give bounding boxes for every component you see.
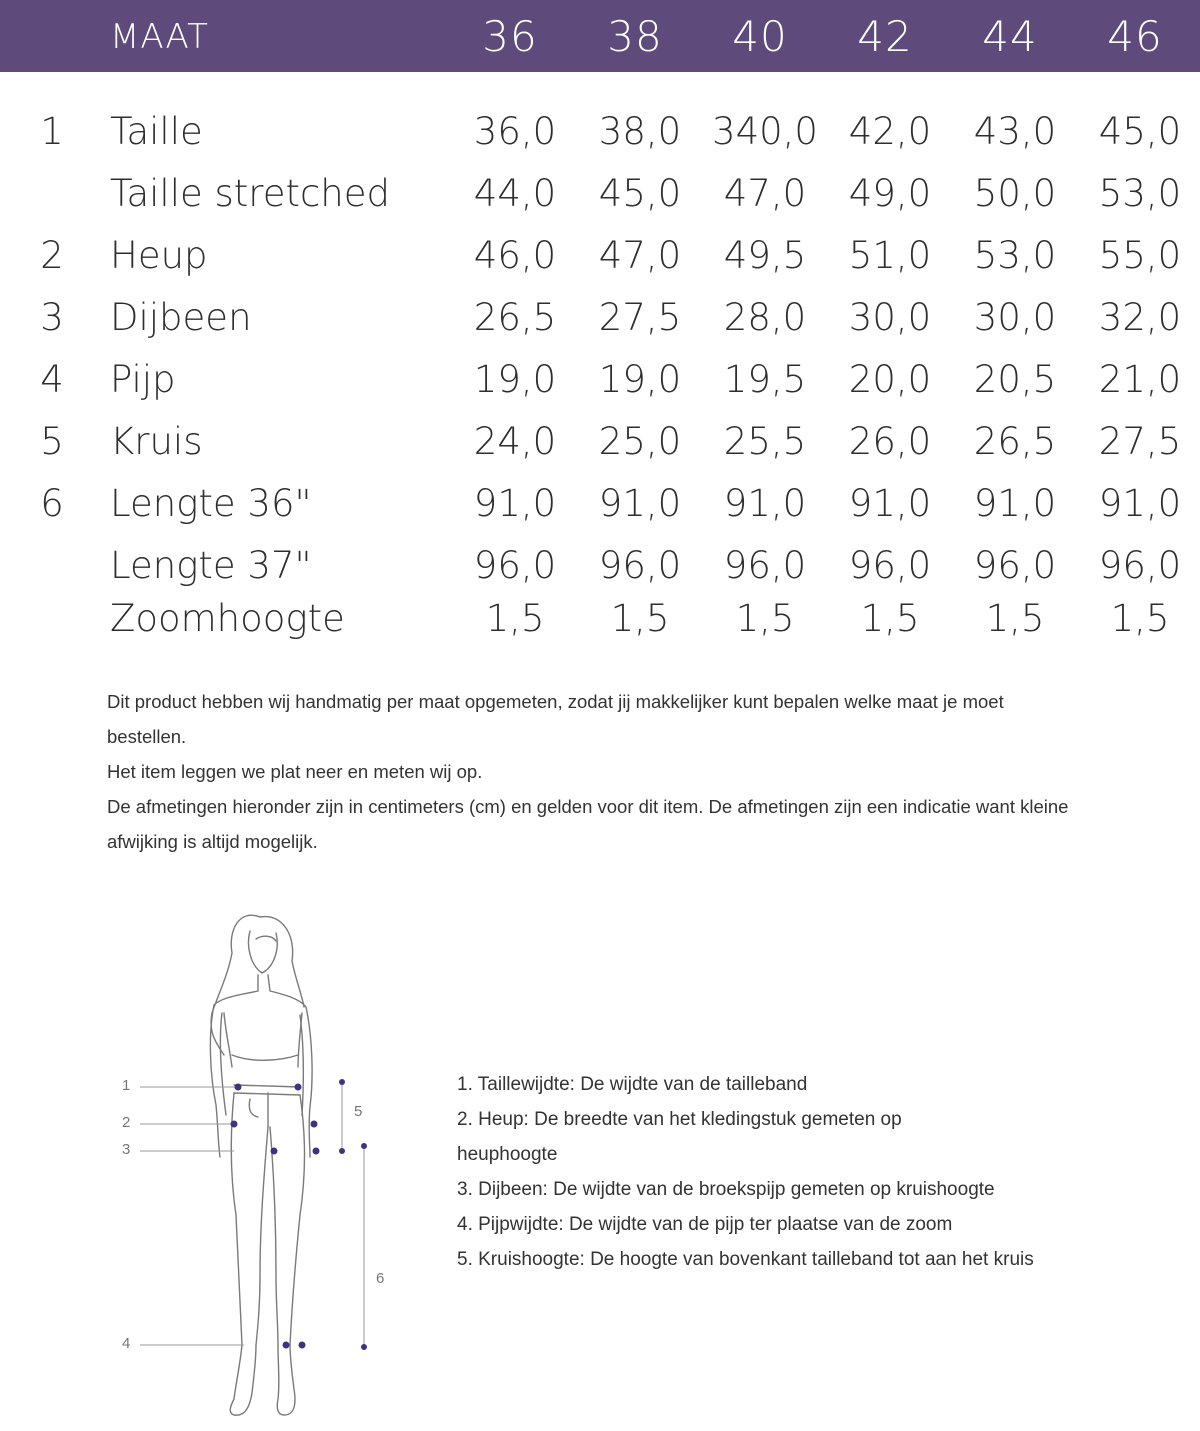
table-cell: 32,0 <box>1098 296 1182 339</box>
table-cell: 96,0 <box>598 544 682 587</box>
table-cell: 25,5 <box>723 420 807 463</box>
table-cell: 91,0 <box>473 482 557 525</box>
table-cell: 44,0 <box>473 172 557 215</box>
table-cell: 1,5 <box>1110 597 1170 640</box>
measurement-description <box>107 684 1087 859</box>
table-cell: 26,0 <box>848 420 932 463</box>
table-cell: 20,0 <box>848 358 932 401</box>
legend-item: 2. Heup: De breedte van het kledingstuk gemeten op heuphoogte <box>457 1109 902 1165</box>
row-number: 2 <box>40 234 64 277</box>
table-cell: 45,0 <box>1098 110 1182 153</box>
table-cell: 96,0 <box>973 544 1057 587</box>
table-row <box>0 231 1200 293</box>
table-cell: 26,5 <box>473 296 557 339</box>
table-cell: 1,5 <box>610 597 670 640</box>
size-header-bar <box>0 0 1200 72</box>
table-row <box>0 355 1200 417</box>
table-cell: 1,5 <box>860 597 920 640</box>
table-row <box>0 479 1200 541</box>
row-label: Heup <box>110 234 208 277</box>
size-header-44: 44 <box>982 12 1038 61</box>
table-cell: 20,5 <box>973 358 1057 401</box>
row-label: Taille <box>110 110 203 153</box>
row-number: 6 <box>40 482 64 525</box>
row-label: Taille stretched <box>110 172 391 215</box>
table-cell: 49,5 <box>723 234 807 277</box>
table-cell: 47,0 <box>598 234 682 277</box>
table-cell: 46,0 <box>473 234 557 277</box>
table-cell: 51,0 <box>848 234 932 277</box>
table-cell: 19,0 <box>598 358 682 401</box>
row-label: Kruis <box>110 420 203 463</box>
table-cell: 96,0 <box>848 544 932 587</box>
table-row <box>0 417 1200 479</box>
legend-item: 4. Pijpwijdte: De wijdte van de pijp ter plaatse van de zoom <box>457 1214 953 1235</box>
table-row <box>0 169 1200 231</box>
table-cell: 1,5 <box>735 597 795 640</box>
row-number: 4 <box>40 358 64 401</box>
table-cell: 28,0 <box>723 296 807 339</box>
size-header-42: 42 <box>857 12 913 61</box>
size-header-label: MAAT <box>110 17 209 57</box>
figure-label-5: 5 <box>354 1103 363 1120</box>
legend-item: 5. Kruishoogte: De hoogte van bovenkant tailleband tot aan het kruis <box>457 1249 1034 1270</box>
table-cell: 49,0 <box>848 172 932 215</box>
table-cell: 47,0 <box>723 172 807 215</box>
body-measurement-figure <box>100 895 420 1425</box>
row-number: 5 <box>40 420 64 463</box>
table-cell: 50,0 <box>973 172 1057 215</box>
table-cell: 30,0 <box>973 296 1057 339</box>
row-label: Pijp <box>110 358 176 401</box>
row-label: Lengte 37" <box>110 544 312 587</box>
figure-label-1: 1 <box>122 1077 131 1094</box>
figure-label-6: 6 <box>376 1270 385 1287</box>
description-line: Het item leggen we plat neer en meten wij op. <box>107 761 483 782</box>
table-cell: 53,0 <box>1098 172 1182 215</box>
size-header-36: 36 <box>482 12 538 61</box>
description-line: Dit product hebben wij handmatig per maat opgemeten, zodat jij makkelijker kunt bepalen welke maat je moet bestellen. <box>107 691 1004 747</box>
table-cell: 1,5 <box>985 597 1045 640</box>
table-cell: 43,0 <box>973 110 1057 153</box>
table-cell: 27,5 <box>1098 420 1182 463</box>
table-cell: 91,0 <box>723 482 807 525</box>
table-cell: 45,0 <box>598 172 682 215</box>
table-cell: 25,0 <box>598 420 682 463</box>
table-row <box>0 594 1200 656</box>
table-cell: 24,0 <box>473 420 557 463</box>
table-cell: 96,0 <box>473 544 557 587</box>
table-cell: 26,5 <box>973 420 1057 463</box>
table-cell: 27,5 <box>598 296 682 339</box>
table-cell: 19,0 <box>473 358 557 401</box>
table-cell: 42,0 <box>848 110 932 153</box>
table-cell: 91,0 <box>598 482 682 525</box>
table-cell: 340,0 <box>712 110 818 153</box>
table-cell: 91,0 <box>973 482 1057 525</box>
figure-label-4: 4 <box>122 1335 131 1352</box>
figure-label-3: 3 <box>122 1141 131 1158</box>
table-cell: 53,0 <box>973 234 1057 277</box>
figure-label-2: 2 <box>122 1114 131 1131</box>
table-cell: 38,0 <box>598 110 682 153</box>
woman-figure-illustration <box>100 895 420 1425</box>
description-line: De afmetingen hieronder zijn in centimeters (cm) en gelden voor dit item. De afmetingen zijn een indicatie want kleine afwijking is altijd mogelijk. <box>107 796 1069 852</box>
size-header-46: 46 <box>1107 12 1163 61</box>
measurement-legend <box>457 1067 1097 1277</box>
table-cell: 91,0 <box>848 482 932 525</box>
table-cell: 1,5 <box>485 597 545 640</box>
legend-item: 1. Taillewijdte: De wijdte van de tailleband <box>457 1074 808 1095</box>
table-cell: 91,0 <box>1098 482 1182 525</box>
row-label: Dijbeen <box>110 296 252 339</box>
row-number: 1 <box>40 110 64 153</box>
row-number: 3 <box>40 296 64 339</box>
table-cell: 21,0 <box>1098 358 1182 401</box>
table-cell: 96,0 <box>1098 544 1182 587</box>
table-cell: 30,0 <box>848 296 932 339</box>
table-row <box>0 107 1200 169</box>
row-label: Lengte 36" <box>110 482 312 525</box>
table-cell: 36,0 <box>473 110 557 153</box>
row-label: Zoomhoogte <box>110 597 345 640</box>
table-row <box>0 293 1200 355</box>
legend-item: 3. Dijbeen: De wijdte van de broekspijp gemeten op kruishoogte <box>457 1179 995 1200</box>
table-cell: 55,0 <box>1098 234 1182 277</box>
table-cell: 19,5 <box>723 358 807 401</box>
size-header-38: 38 <box>607 12 663 61</box>
size-header-40: 40 <box>732 12 788 61</box>
table-cell: 96,0 <box>723 544 807 587</box>
